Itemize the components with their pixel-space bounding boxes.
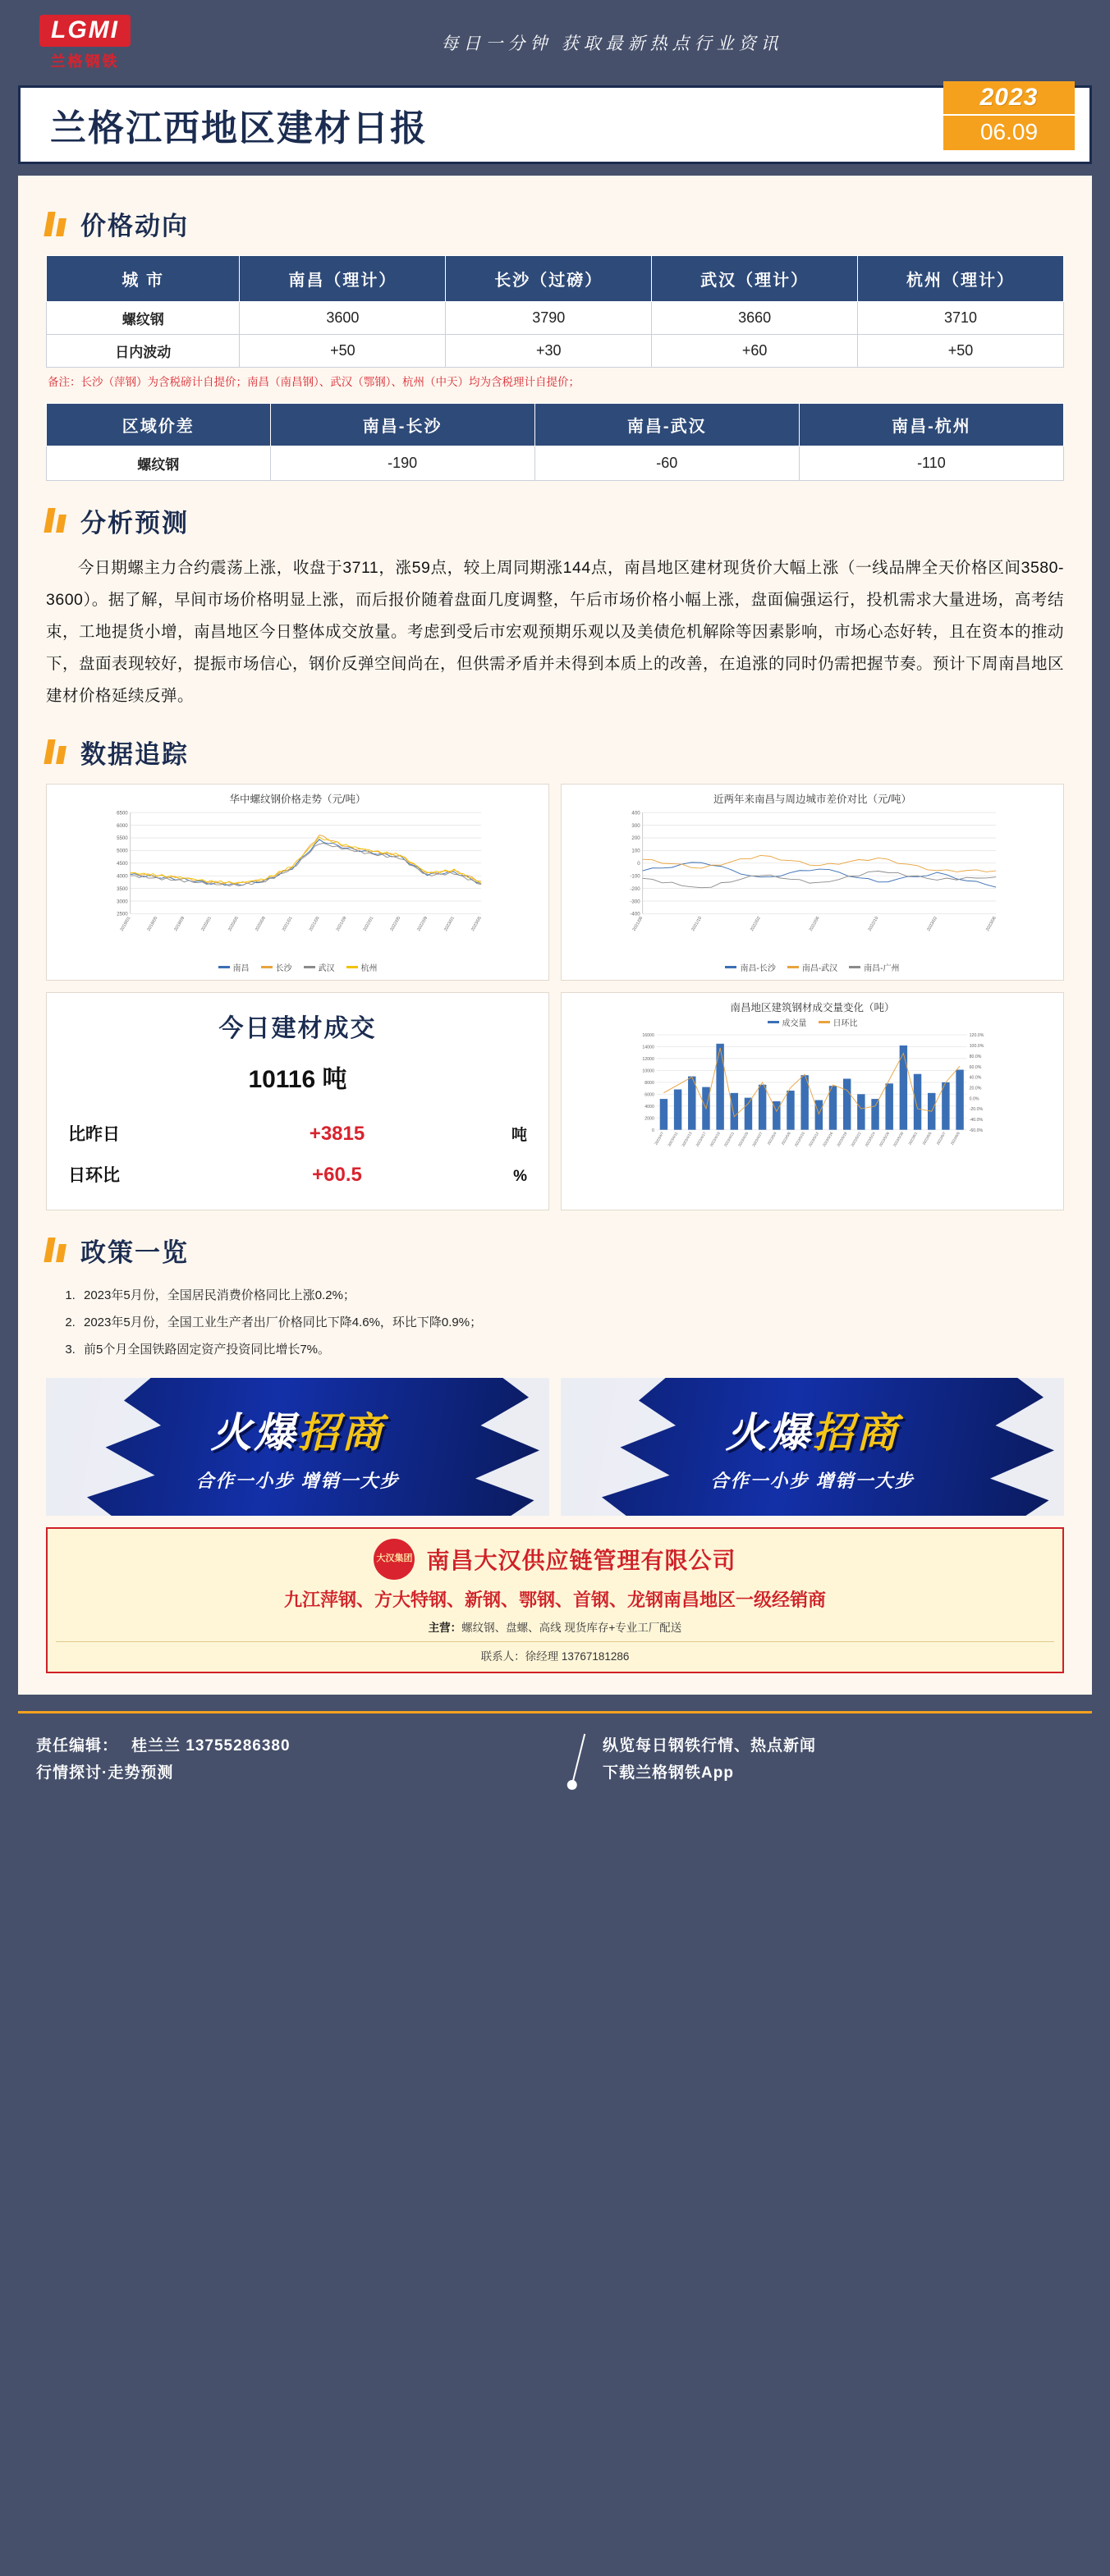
price-row1-v1: +30 (446, 335, 652, 368)
row0-unit: 吨 (511, 1126, 527, 1144)
svg-text:400: 400 (631, 810, 640, 817)
svg-text:2023/6/5: 2023/6/5 (921, 1131, 933, 1146)
svg-text:2022/05: 2022/05 (389, 915, 402, 932)
legend-item: 南昌 (218, 961, 250, 973)
svg-text:5000: 5000 (117, 848, 128, 854)
svg-text:-40.0%: -40.0% (969, 1117, 984, 1123)
svg-text:2023/4/7: 2023/4/7 (654, 1131, 665, 1146)
page-title: 兰格江西地区建材日报 (50, 108, 428, 149)
chart-card-city-diff (561, 784, 1064, 981)
legend-item: 南昌-广州 (849, 961, 899, 973)
ad-banner-right[interactable] (561, 1378, 1064, 1516)
svg-text:4500: 4500 (117, 860, 128, 867)
price-th-0: 城 市 (47, 256, 240, 302)
table-row (47, 302, 1064, 335)
date-badge (943, 81, 1075, 162)
row1-value: +60.5 (312, 1163, 362, 1186)
price-table-note: 备注：长沙（萍钢）为含税磅计自提价；南昌（南昌钢）、武汉（鄂钢）、杭州（中天）均为含税理计自提价； (48, 376, 580, 388)
price-th-3: 武汉（理计） (652, 256, 858, 302)
chart-title-1: 近两年来南昌与周边城市差价对比（元/吨） (713, 793, 911, 805)
svg-text:2019/05: 2019/05 (146, 915, 159, 932)
price-table-header-row (47, 256, 1064, 302)
svg-text:2023/5/18: 2023/5/18 (836, 1131, 848, 1147)
company-top (56, 1539, 1054, 1580)
chart-title-2: 南昌地区建筑钢材成交量变化（吨） (730, 1001, 895, 1013)
logo-mark: LGMI (39, 15, 131, 47)
svg-text:40.0%: 40.0% (969, 1075, 982, 1081)
svg-text:10000: 10000 (642, 1068, 654, 1074)
section-header-data (46, 734, 1064, 771)
svg-text:6500: 6500 (117, 810, 128, 817)
top-bar (0, 0, 1110, 85)
section-bars-icon (46, 739, 69, 764)
section-header-price (46, 205, 1064, 242)
svg-text:20.0%: 20.0% (969, 1086, 982, 1091)
svg-text:-20.0%: -20.0% (969, 1106, 984, 1112)
list-item: 3. 前5个月全国铁路固定资产投资同比增长7%。 (79, 1336, 1064, 1363)
svg-text:2023/5/24: 2023/5/24 (864, 1131, 876, 1147)
svg-text:2021/06: 2021/06 (631, 915, 644, 932)
svg-text:2021/10: 2021/10 (690, 915, 704, 932)
chart-price-trend (52, 808, 544, 955)
svg-text:2023/5/16: 2023/5/16 (822, 1131, 834, 1147)
price-row1-v2: +60 (652, 335, 858, 368)
price-row1-label: 日内波动 (47, 335, 240, 368)
footer (18, 1711, 1092, 1809)
svg-text:4000: 4000 (644, 1104, 654, 1110)
company-contact: 联系人：徐经理 13767181286 (56, 1641, 1054, 1663)
legend-item: 南昌-长沙 (725, 961, 775, 973)
price-row0-label: 螺纹钢 (47, 302, 240, 335)
svg-text:4000: 4000 (117, 873, 128, 880)
price-row0-v3: 3710 (858, 302, 1064, 335)
svg-text:2021/01: 2021/01 (281, 915, 294, 932)
price-row0-v2: 3660 (652, 302, 858, 335)
chart-legend-0 (52, 961, 544, 973)
section-title-analysis: 分析预测 (80, 508, 189, 538)
today-deal-value: 10116 吨 (248, 1065, 347, 1093)
svg-text:200: 200 (631, 835, 640, 841)
company-card[interactable] (46, 1527, 1064, 1673)
legend-item: 武汉 (304, 961, 335, 973)
company-name: 南昌大汉供应链管理有限公司 (426, 1547, 736, 1573)
date-day: 06.09 (943, 114, 1075, 150)
legend-item: 南昌-武汉 (787, 961, 837, 973)
svg-text:0: 0 (651, 1128, 654, 1133)
body-card (18, 176, 1092, 1695)
section-header-policy (46, 1232, 1064, 1269)
footer-right (603, 1728, 1074, 1787)
svg-text:2000: 2000 (644, 1116, 654, 1122)
section-bars-icon (46, 1238, 69, 1262)
legend-item: 成交量 (768, 1016, 807, 1028)
svg-text:2023/5/10: 2023/5/10 (793, 1131, 806, 1147)
footer-editor-row (36, 1733, 555, 1755)
footer-editor-label: 责任编辑： (36, 1736, 119, 1755)
svg-text:-60.0%: -60.0% (969, 1128, 984, 1133)
svg-text:2023/6/9: 2023/6/9 (949, 1131, 961, 1146)
bottom-strip (0, 1809, 1110, 1830)
analysis-paragraph: 今日期螺主力合约震荡上涨，收盘于3711，涨59点，较上周同期涨144点，南昌地区建材现货价大幅上涨（一线品牌全天价格区间3580-3600）。据了解，早间市场价格明显上涨，而后报价随着盘面几度调整，午后市场价格小幅上涨，盘面偏强运行，投机需求大量进场，高考结束，工地提货小增，南昌地区今日整体成交放量。考虑到受后市宏观预期乐观以及美债危机解除等因素影响，市场心态好转，且在资本的推动下，盘面表现较好，提振市场信心，钢价反弹空间尚在，但供需矛盾并未得到本质上的改善，在追涨的同时仍需把握节奏。预计下周南昌地区建材价格延续反弹。 (46, 558, 1065, 705)
footer-second-line: 行情探讨·走势预测 (36, 1764, 174, 1782)
legend-item: 长沙 (261, 961, 292, 973)
logo-text: 兰格钢铁 (50, 53, 120, 70)
company-logo-icon: 大汉集团 (374, 1539, 415, 1580)
svg-text:300: 300 (631, 822, 640, 829)
policy-list (79, 1282, 1064, 1363)
table-row (47, 446, 1064, 480)
ad-banners (46, 1378, 1064, 1516)
row1-label: 日环比 (68, 1165, 120, 1185)
section-title-price: 价格动向 (80, 212, 189, 240)
diff-row0-v0: -190 (270, 446, 534, 480)
chart-city-diff (566, 808, 1058, 955)
svg-text:2019/09: 2019/09 (173, 915, 186, 932)
today-deal-title: 今日建材成交 (218, 1014, 377, 1042)
chart-card-price-trend (46, 784, 549, 981)
svg-text:3000: 3000 (117, 898, 128, 904)
svg-text:2023/5/26: 2023/5/26 (878, 1131, 891, 1147)
svg-text:14000: 14000 (642, 1045, 654, 1050)
svg-text:-300: -300 (630, 898, 640, 904)
svg-text:60.0%: 60.0% (969, 1064, 982, 1070)
section-title-policy: 政策一览 (80, 1238, 189, 1267)
charts-row-1 (46, 784, 1064, 981)
section-header-analysis (46, 502, 1064, 539)
svg-text:2023/5/22: 2023/5/22 (850, 1131, 862, 1147)
svg-text:2023/5/4: 2023/5/4 (766, 1131, 777, 1146)
svg-text:2023/6/7: 2023/6/7 (935, 1131, 947, 1146)
diff-th-2: 南昌-武汉 (534, 403, 799, 446)
svg-text:2022/06: 2022/06 (808, 915, 821, 932)
footer-right-line1: 纵览每日钢铁行情、热点新闻 (603, 1736, 817, 1755)
chart-card-volume (561, 992, 1064, 1210)
legend-item: 杭州 (346, 961, 378, 973)
date-year: 2023 (943, 81, 1075, 114)
svg-text:2023/4/27: 2023/4/27 (751, 1131, 764, 1147)
svg-text:2023/5/8: 2023/5/8 (780, 1131, 791, 1146)
price-row1-v0: +50 (240, 335, 446, 368)
slogan: 每日一分钟 获取最新热点行业资讯 (441, 34, 783, 53)
svg-text:100.0%: 100.0% (969, 1043, 984, 1049)
list-item: 2. 2023年5月份，全国工业生产者出厂价格同比下降4.6%，环比下降0.9%； (79, 1309, 1064, 1336)
svg-text:2019/01: 2019/01 (119, 915, 132, 932)
svg-text:2023/4/25: 2023/4/25 (737, 1131, 750, 1147)
today-deal-row-1 (68, 1162, 527, 1187)
svg-text:12000: 12000 (642, 1056, 654, 1062)
svg-text:2023/4/11: 2023/4/11 (667, 1131, 679, 1147)
svg-text:120.0%: 120.0% (969, 1032, 984, 1038)
footer-editor-value: 桂兰兰 13755286380 (131, 1736, 291, 1755)
chart-legend-2 (566, 1016, 1058, 1028)
company-business-line: 主营：螺纹钢、盘螺、高线 现货库存+专业工厂配送 (428, 1621, 682, 1634)
svg-text:2022/10: 2022/10 (867, 915, 880, 932)
diff-th-1: 南昌-长沙 (270, 403, 534, 446)
chart-volume (566, 1030, 1058, 1168)
chart-title-0: 华中螺纹钢价格走势（元/吨） (229, 793, 366, 805)
chart-legend-1 (566, 961, 1058, 973)
diff-th-3: 南昌-杭州 (799, 403, 1063, 446)
table-row (47, 335, 1064, 368)
ad-banner-left[interactable] (46, 1378, 549, 1516)
svg-text:2023/4/17: 2023/4/17 (695, 1131, 707, 1147)
svg-text:2022/02: 2022/02 (750, 915, 762, 932)
diff-row0-v2: -110 (799, 446, 1063, 480)
svg-text:2023/5/30: 2023/5/30 (892, 1131, 905, 1147)
price-th-4: 杭州（理计） (858, 256, 1064, 302)
brand-logo (39, 15, 131, 71)
section-title-data: 数据追踪 (80, 739, 189, 769)
section-bars-icon (46, 212, 69, 236)
ad-right-sub: 合作一小步 增销一大步 (710, 1471, 915, 1492)
svg-text:3500: 3500 (117, 885, 128, 892)
svg-text:2023/02: 2023/02 (926, 915, 939, 932)
svg-text:2022/01: 2022/01 (362, 915, 375, 932)
price-row1-v3: +50 (858, 335, 1064, 368)
svg-text:6000: 6000 (117, 822, 128, 829)
svg-text:2023/5/12: 2023/5/12 (807, 1131, 820, 1147)
svg-text:2023/05: 2023/05 (470, 915, 483, 932)
ad-left-main: 火爆招商 (210, 1410, 385, 1457)
footer-right-line2: 下载兰格钢铁App (603, 1764, 734, 1782)
row1-unit: % (513, 1167, 527, 1185)
svg-text:8000: 8000 (644, 1080, 654, 1086)
svg-text:2023/06: 2023/06 (985, 915, 998, 932)
list-item: 1. 2023年5月份，全国居民消费价格同比上涨0.2%； (79, 1282, 1064, 1309)
price-row0-v1: 3790 (446, 302, 652, 335)
price-th-2: 长沙（过磅） (446, 256, 652, 302)
row0-label: 比昨日 (68, 1124, 120, 1144)
svg-text:16000: 16000 (642, 1032, 654, 1038)
svg-text:-100: -100 (630, 873, 640, 880)
diff-table (46, 403, 1064, 481)
svg-text:-400: -400 (630, 911, 640, 917)
svg-text:2020/05: 2020/05 (227, 915, 240, 932)
svg-text:2022/09: 2022/09 (416, 915, 429, 932)
svg-text:2021/09: 2021/09 (335, 915, 348, 932)
today-deal-card (46, 992, 549, 1210)
svg-text:0.0%: 0.0% (969, 1096, 979, 1101)
diff-table-header-row (47, 403, 1064, 446)
svg-text:-200: -200 (630, 885, 640, 892)
svg-text:2023/4/19: 2023/4/19 (709, 1131, 721, 1147)
price-table (46, 255, 1064, 368)
title-band (18, 85, 1092, 164)
diff-row0-v1: -60 (534, 446, 799, 480)
price-row0-v0: 3600 (240, 302, 446, 335)
footer-left (36, 1728, 555, 1787)
diff-row0-label: 螺纹钢 (47, 446, 271, 480)
diff-th-0: 区域价差 (47, 403, 271, 446)
section-bars-icon (46, 508, 69, 533)
svg-text:6000: 6000 (644, 1092, 654, 1098)
footer-divider (572, 1733, 585, 1782)
today-deal-row-0 (68, 1121, 527, 1146)
svg-text:2020/09: 2020/09 (254, 915, 267, 932)
charts-row-2 (46, 992, 1064, 1210)
svg-text:100: 100 (631, 848, 640, 854)
svg-text:2021/05: 2021/05 (308, 915, 321, 932)
svg-text:80.0%: 80.0% (969, 1054, 982, 1059)
svg-text:2500: 2500 (117, 911, 128, 917)
company-dealer-line: 九江萍钢、方大特钢、新钢、鄂钢、首钢、龙钢南昌地区一级经销商 (283, 1589, 826, 1610)
svg-text:2023/6/1: 2023/6/1 (907, 1131, 919, 1146)
svg-text:2023/4/21: 2023/4/21 (722, 1131, 736, 1147)
legend-item: 日环比 (819, 1016, 858, 1028)
ad-right-main: 火爆招商 (725, 1410, 900, 1457)
svg-text:2023/01: 2023/01 (443, 915, 456, 932)
svg-text:2023/4/13: 2023/4/13 (681, 1131, 693, 1147)
row0-value: +3815 (309, 1122, 365, 1145)
price-th-1: 南昌（理计） (240, 256, 446, 302)
svg-text:2020/01: 2020/01 (200, 915, 213, 932)
svg-text:0: 0 (637, 860, 640, 867)
svg-text:5500: 5500 (117, 835, 128, 841)
ad-left-sub: 合作一小步 增销一大步 (195, 1471, 400, 1492)
